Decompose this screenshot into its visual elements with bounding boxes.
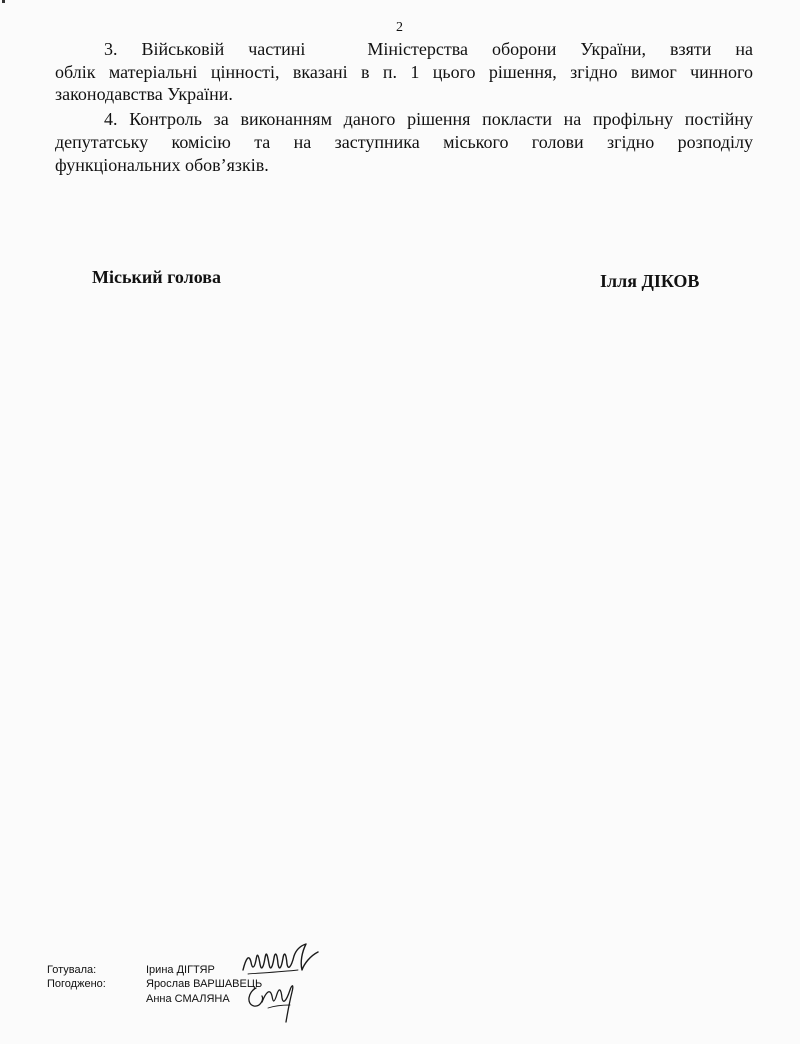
mayor-name: Ілля ДІКОВ: [600, 271, 700, 291]
paragraph-4-line-2: депутатську комісію та на заступника міського голови згідно розподілу: [55, 132, 753, 152]
agreed-label: Погоджено:: [47, 978, 106, 990]
agreed-name-1: Ярослав ВАРШАВЕЦЬ: [146, 978, 263, 990]
page-number: 2: [396, 20, 403, 35]
handwritten-signature-digtiar: [240, 940, 322, 980]
paragraph-3-line-1-start: 3. Військовій частині: [104, 39, 306, 59]
prepared-by-name: Ірина ДІГТЯР: [146, 964, 215, 976]
redacted-unit-number: [305, 37, 367, 55]
agreed-name-2: Анна СМАЛЯНА: [146, 993, 230, 1005]
mayor-title: Міський голова: [92, 267, 221, 287]
paragraph-3-line-1: [104, 37, 753, 60]
scan-mark: [2, 0, 5, 3]
paragraph-3-line-2: облік матеріальні цінності, вказані в п. 1 цього рішення, згідно вимог чинного: [55, 62, 753, 82]
paragraph-3-line-1-end: Міністерства оборони України, взяти на: [367, 39, 754, 59]
prepared-by-label: Готувала:: [47, 964, 97, 976]
paragraph-3-line-3: законодавства України.: [55, 84, 233, 104]
paragraph-4-line-3: функціональних обов’язків.: [55, 155, 269, 175]
paragraph-4-line-1: 4. Контроль за виконанням даного рішення покласти на профільну постійну: [104, 109, 753, 129]
handwritten-signature-smaliana: [244, 978, 296, 1026]
